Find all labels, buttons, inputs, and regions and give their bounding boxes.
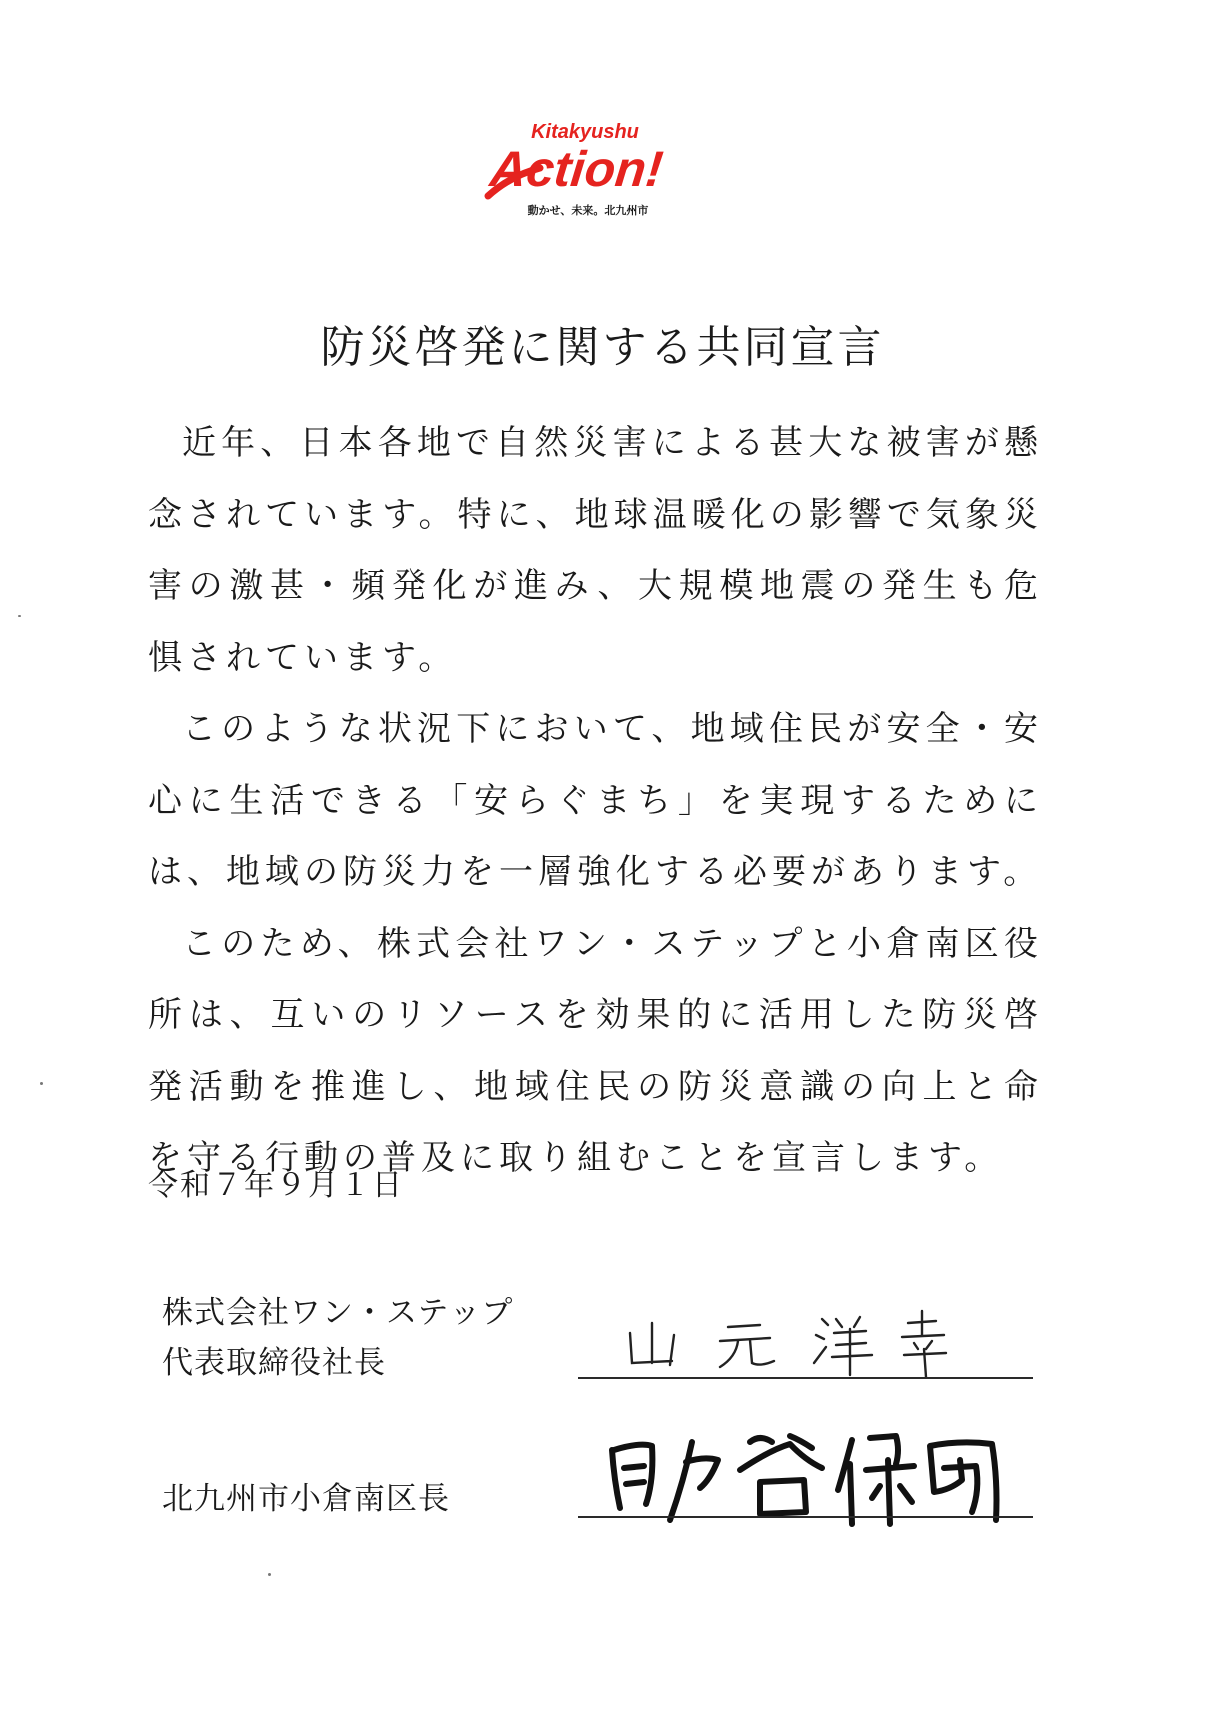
document-title: 防災啓発に関する共同宣言 [320, 322, 885, 374]
paragraph-3: このため、株式会社ワン・ステップと小倉南区役所は、互いのリソースを効果的に活用した防災啓発活動を推進し、地域住民の防災意識の向上と命を守る行動の普及に取り組むことを宣言します。 [148, 923, 1043, 1178]
paragraph-2: このような状況下において、地域住民が安全・安心に生活できる「安らぐまち」を実現するためには、地域の防災力を一層強化する必要があります。 [148, 709, 1043, 892]
scan-speck [268, 1573, 271, 1576]
signature-line-2 [578, 1516, 1033, 1518]
declaration-body [148, 408, 1043, 1195]
signatory-1-role: 代表取締役社長 [162, 1345, 386, 1381]
paragraph-1: 近年、日本各地で自然災害による甚大な被害が懸念されています。特に、地球温暖化の影響で気象災害の激甚・頻発化が進み、大規模地震の発生も危惧されています。 [148, 423, 1043, 678]
scan-speck [40, 1082, 43, 1085]
logo-tagline: 動かせ、未来。北九州市 [527, 204, 649, 217]
signature-line-1 [578, 1377, 1033, 1379]
signatory-2 [162, 1474, 450, 1524]
declaration-date: 令和７年９月１日 [148, 1168, 404, 1203]
scan-speck [18, 615, 21, 617]
signatory-1 [162, 1288, 513, 1388]
logo-top-text: Kitakyushu [531, 121, 639, 143]
signature-2-handwritten [600, 1420, 1020, 1530]
signatory-2-role: 北九州市小倉南区長 [162, 1481, 450, 1517]
logo-graphic [470, 118, 700, 238]
kitakyushu-action-logo [470, 118, 700, 238]
signatory-1-organization: 株式会社ワン・ステップ [162, 1295, 514, 1331]
signature-1-handwritten [610, 1305, 990, 1380]
logo-main-text: Action! [487, 141, 666, 197]
